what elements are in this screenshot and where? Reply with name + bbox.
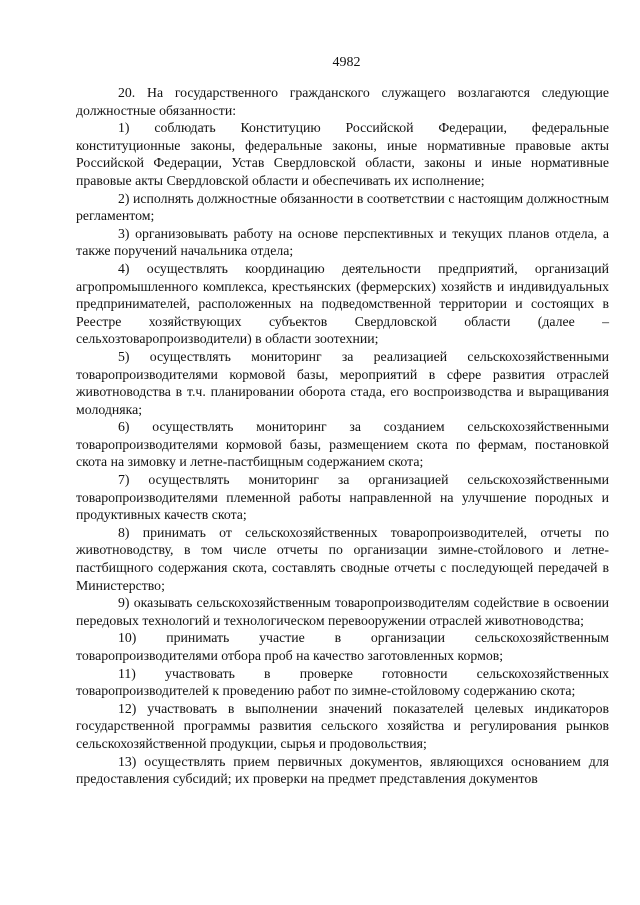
duty-item-4: 4) осуществлять координацию деятельности предприятий, организаций агропромышленного комплекса, крестьянских (фермерских) хозяйств и индивидуальных предпринимателей, расположенных на подведомственной территории и состоящих в Реестре хозяйствующих субъектов Свердловской области (далее – сельхозтоваропроизводители) в области зоотехнии;	[76, 260, 609, 347]
paragraph-intro: 20. На государственного гражданского служащего возлагаются следующие должностные обязанности:	[76, 85, 609, 118]
duty-item-11: 11) участвовать в проверке готовности сельскохозяйственных товаропроизводителей к проведению работ по зимне-стойловому содержанию скота;	[76, 665, 609, 699]
duty-item-10: 10) принимать участие в организации сельскохозяйственным товаропроизводителями отбора проб на качество заготовленных кормов;	[76, 630, 609, 663]
duty-item-9: 9) оказывать сельскохозяйственным товаропроизводителям содействие в освоении передовых технологий и технологическом перевооружении отраслей животноводства;	[76, 595, 609, 628]
duty-item-13: 13) осуществлять прием первичных документов, являющихся основанием для предоставления субсидий; их проверки на предмет представления документов	[76, 753, 609, 787]
duty-item-3: 3) организовывать работу на основе перспективных и текущих планов отдела, а также поручений начальника отдела;	[76, 225, 609, 259]
duty-item-2: 2) исполнять должностные обязанности в соответствии с настоящим должностным регламентом;	[76, 190, 609, 224]
duty-item-12: 12) участвовать в выполнении значений показателей целевых индикаторов государственной программы развития сельского хозяйства и регулирования рынков сельскохозяйственной продукции, сырья и продовольствия;	[76, 700, 609, 751]
duty-item-1: 1) соблюдать Конституцию Российской Федерации, федеральные конституционные законы, федеральные законы, иные нормативные правовые акты Российской Федерации, Устав Свердловской области, законы и иные нормативные правовые акты Свердловской области и обеспечивать их исполнение;	[76, 120, 609, 188]
duty-item-6: 6) осуществлять мониторинг за созданием сельскохозяйственными товаропроизводителями кормовой базы, размещением скота по фермам, постановкой скота на зимовку и летне-пастбищным содержанием скота;	[76, 419, 609, 470]
duty-item-8: 8) принимать от сельскохозяйственных товаропроизводителей, отчеты по животноводству, в том числе отчеты по организации зимне-стойлового и летне-пастбищного содержания скота, составлять сводные отчеты с последующей передачей в Министерство;	[76, 524, 609, 593]
page-number: 4982	[332, 55, 361, 70]
duty-item-7: 7) осуществлять мониторинг за организацией сельскохозяйственными товаропроизводителями племенной работы направленной на улучшение породных и продуктивных качеств скота;	[76, 472, 609, 523]
duty-item-5: 5) осуществлять мониторинг за реализацией сельскохозяйственными товаропроизводителями кормовой базы, мероприятий в сфере развития отраслей животноводства в т.ч. планировании оборота стада, его воспроизводства и выращивания молодняка;	[76, 348, 609, 417]
document-body	[76, 84, 609, 788]
